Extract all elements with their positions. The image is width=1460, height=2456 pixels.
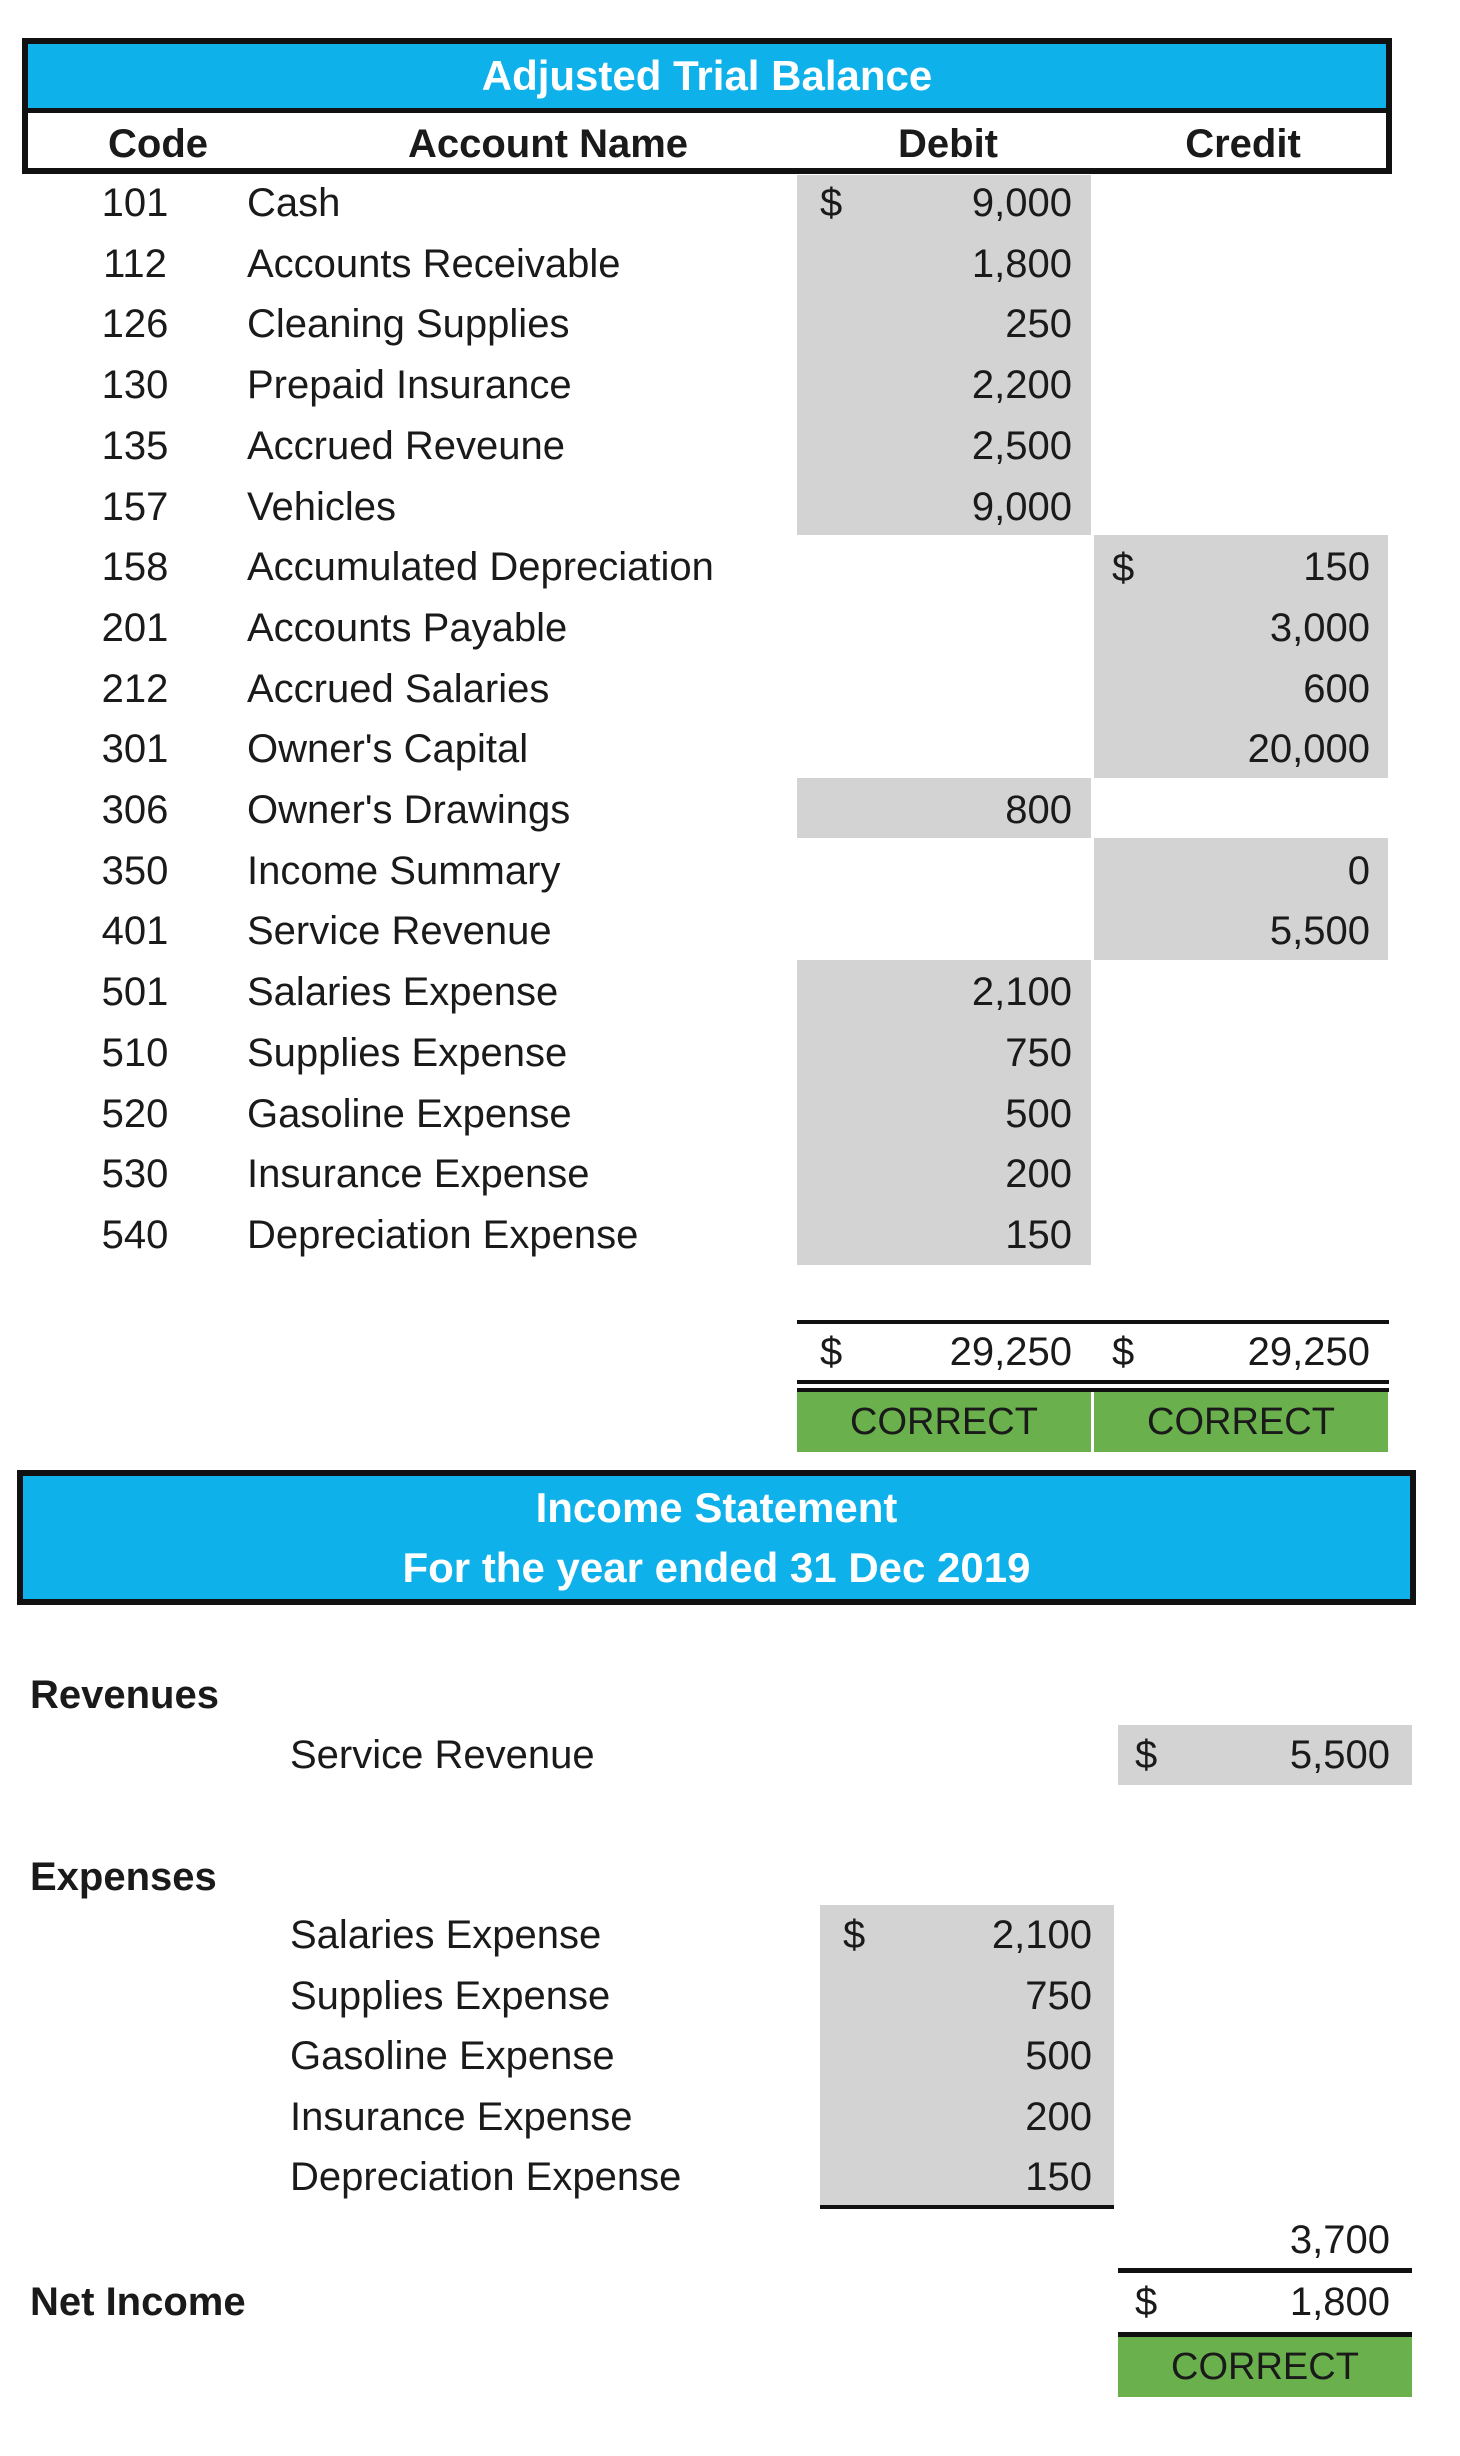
account-name-cell: Prepaid Insurance bbox=[247, 363, 572, 407]
code-cell: 212 bbox=[101, 667, 169, 711]
credit-cell bbox=[1170, 234, 1370, 294]
credit-cell bbox=[1170, 355, 1370, 415]
account-name-cell: Income Summary bbox=[247, 849, 561, 893]
debit-cell bbox=[880, 841, 1072, 901]
account-name-cell: Owner's Capital bbox=[247, 727, 529, 771]
account-name-cell: Accumulated Depreciation bbox=[247, 545, 714, 589]
income-statement-banner bbox=[17, 1470, 1416, 1605]
expense-amount: 750 bbox=[1025, 1974, 1092, 2018]
expense-amount: 500 bbox=[1025, 2034, 1092, 2078]
code-cell: 540 bbox=[101, 1213, 169, 1257]
total-credit: 29,250 bbox=[1247, 1330, 1370, 1374]
account-name-cell: Accrued Reveune bbox=[247, 424, 565, 468]
total-credit-currency: $ bbox=[1112, 1330, 1135, 1374]
expense-name: Supplies Expense bbox=[290, 1974, 611, 2018]
code-cell: 301 bbox=[101, 727, 169, 771]
debit-cell bbox=[880, 901, 1072, 961]
account-name-cell: Accrued Salaries bbox=[247, 667, 550, 711]
debit-cell: 9,000 bbox=[971, 485, 1072, 529]
expense-name: Depreciation Expense bbox=[290, 2155, 682, 2199]
debit-currency-symbol: $ bbox=[820, 181, 843, 225]
debit-cell: 500 bbox=[1005, 1092, 1072, 1136]
debit-check-correct: CORRECT bbox=[797, 1392, 1091, 1452]
revenue-currency: $ bbox=[1135, 1733, 1158, 1777]
credit-cell: 0 bbox=[1347, 849, 1370, 893]
debit-cell: 2,100 bbox=[971, 970, 1072, 1014]
expense-name: Gasoline Expense bbox=[290, 2034, 615, 2078]
trial-balance-header bbox=[22, 38, 1392, 174]
expenses-label: Expenses bbox=[30, 1855, 217, 1899]
net-income-amount: 1,800 bbox=[1289, 2280, 1390, 2324]
credit-cell bbox=[1170, 780, 1370, 840]
account-name-cell: Gasoline Expense bbox=[247, 1092, 572, 1136]
code-cell: 401 bbox=[101, 909, 169, 953]
account-name-cell: Cleaning Supplies bbox=[247, 302, 570, 346]
debit-cell: 250 bbox=[1005, 302, 1072, 346]
col-header-debit: Debit bbox=[898, 122, 998, 166]
revenues-label: Revenues bbox=[30, 1673, 219, 1717]
revenue-amount: 5,500 bbox=[1289, 1733, 1390, 1777]
code-cell: 510 bbox=[101, 1031, 169, 1075]
credit-cell bbox=[1170, 962, 1370, 1022]
expenses-currency: $ bbox=[843, 1913, 866, 1957]
code-cell: 135 bbox=[101, 424, 169, 468]
account-name-cell: Salaries Expense bbox=[247, 970, 559, 1014]
income-statement-title: Income Statement bbox=[535, 1484, 898, 1531]
expense-amount: 2,100 bbox=[991, 1913, 1092, 1957]
debit-cell: 9,000 bbox=[971, 181, 1072, 225]
account-name-cell: Vehicles bbox=[247, 485, 396, 529]
debit-cell: 200 bbox=[1005, 1152, 1072, 1196]
account-name-cell: Depreciation Expense bbox=[247, 1213, 639, 1257]
code-cell: 101 bbox=[101, 181, 169, 225]
debit-cell: 1,800 bbox=[971, 242, 1072, 286]
debit-cell: 2,200 bbox=[971, 363, 1072, 407]
credit-cell: 20,000 bbox=[1247, 727, 1370, 771]
header-divider bbox=[28, 108, 1386, 113]
totals-double-rule-1 bbox=[797, 1380, 1389, 1384]
account-name-cell: Cash bbox=[247, 181, 341, 225]
account-name-cell: Owner's Drawings bbox=[247, 788, 571, 832]
debit-cell: 750 bbox=[1005, 1031, 1072, 1075]
credit-cell: 600 bbox=[1303, 667, 1370, 711]
credit-check-correct: CORRECT bbox=[1094, 1392, 1388, 1452]
trial-balance-title: Adjusted Trial Balance bbox=[481, 52, 933, 99]
account-name-cell: Accounts Receivable bbox=[247, 242, 621, 286]
credit-cell: 150 bbox=[1303, 545, 1370, 589]
code-cell: 530 bbox=[101, 1152, 169, 1196]
account-name-cell: Accounts Payable bbox=[247, 606, 568, 650]
trial-balance-title-bar bbox=[28, 44, 1386, 108]
code-cell: 130 bbox=[101, 363, 169, 407]
credit-cell bbox=[1170, 173, 1370, 233]
account-name-cell: Supplies Expense bbox=[247, 1031, 568, 1075]
income-statement-period: For the year ended 31 Dec 2019 bbox=[402, 1544, 1031, 1591]
credit-cell bbox=[1170, 416, 1370, 476]
debit-cell: 150 bbox=[1005, 1213, 1072, 1257]
credit-cell: 5,500 bbox=[1269, 909, 1370, 953]
code-cell: 157 bbox=[101, 485, 169, 529]
debit-cell bbox=[880, 598, 1072, 658]
credit-cell: 3,000 bbox=[1269, 606, 1370, 650]
debit-cell: 2,500 bbox=[971, 424, 1072, 468]
revenue-item-name: Service Revenue bbox=[290, 1733, 595, 1777]
code-cell: 201 bbox=[101, 606, 169, 650]
credit-cell bbox=[1170, 1144, 1370, 1204]
code-cell: 112 bbox=[103, 242, 167, 286]
code-cell: 158 bbox=[101, 545, 169, 589]
code-cell: 520 bbox=[101, 1092, 169, 1136]
expenses-subtotal-rule bbox=[820, 2205, 1114, 2209]
credit-cell bbox=[1170, 1205, 1370, 1265]
credit-cell bbox=[1170, 1023, 1370, 1083]
net-income-label: Net Income bbox=[30, 2280, 246, 2324]
code-cell: 126 bbox=[101, 302, 169, 346]
debit-cell bbox=[880, 719, 1072, 779]
credit-cell bbox=[1170, 1084, 1370, 1144]
col-header-account: Account Name bbox=[407, 122, 689, 166]
account-name-cell: Service Revenue bbox=[247, 909, 552, 953]
debit-cell bbox=[880, 537, 1072, 597]
code-cell: 501 bbox=[101, 970, 169, 1014]
code-cell: 306 bbox=[101, 788, 169, 832]
net-income-currency: $ bbox=[1135, 2280, 1158, 2324]
col-header-code: Code bbox=[108, 122, 208, 166]
expense-name: Insurance Expense bbox=[290, 2095, 633, 2139]
account-name-cell: Insurance Expense bbox=[247, 1152, 590, 1196]
debit-cell: 800 bbox=[1005, 788, 1072, 832]
debit-cell bbox=[880, 659, 1072, 719]
expense-name: Salaries Expense bbox=[290, 1913, 602, 1957]
col-header-credit: Credit bbox=[1185, 122, 1301, 166]
credit-cell bbox=[1170, 477, 1370, 537]
expense-amount: 200 bbox=[1025, 2095, 1092, 2139]
expense-amount: 150 bbox=[1025, 2155, 1092, 2199]
total-debit-currency: $ bbox=[820, 1330, 843, 1374]
credit-cell bbox=[1170, 294, 1370, 354]
net-income-check-correct: CORRECT bbox=[1118, 2337, 1412, 2397]
credit-currency-symbol: $ bbox=[1112, 546, 1135, 590]
code-cell: 350 bbox=[101, 849, 169, 893]
total-debit: 29,250 bbox=[949, 1330, 1072, 1374]
total-expenses: 3,700 bbox=[1289, 2218, 1390, 2262]
